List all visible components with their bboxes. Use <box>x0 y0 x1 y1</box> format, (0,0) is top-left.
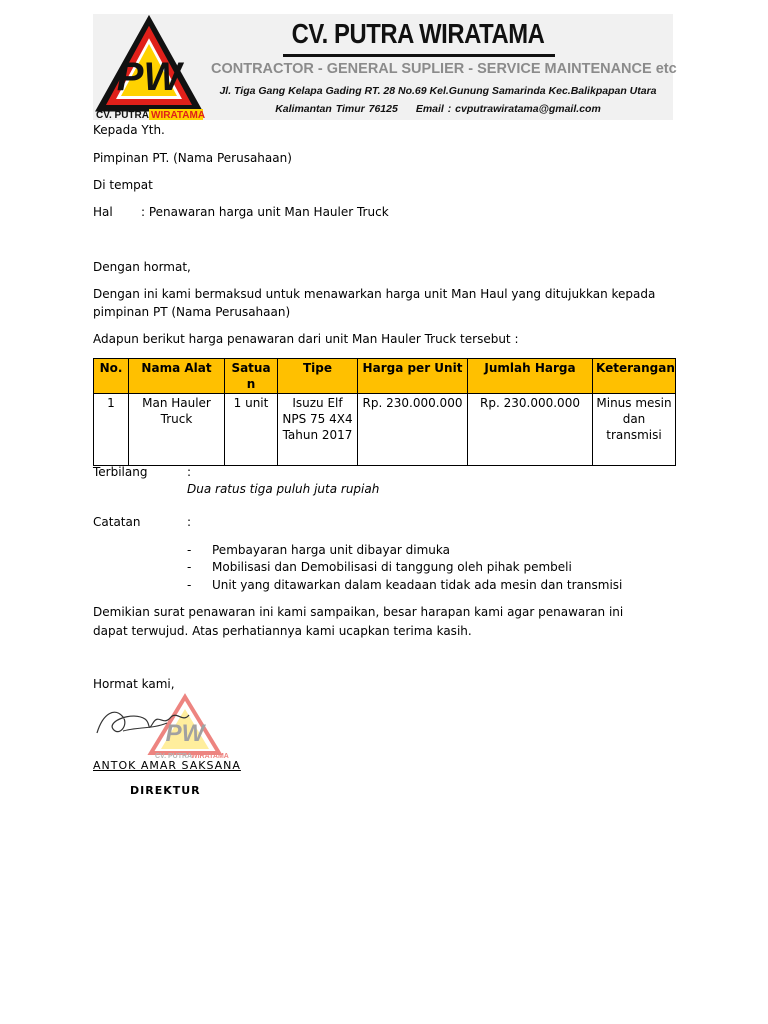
cell-no: 1 <box>94 394 129 466</box>
svg-text:PW: PW <box>116 55 182 99</box>
terbilang-label: Terbilang <box>93 465 148 479</box>
header-no: No. <box>94 359 129 394</box>
bullet-dash: - <box>187 560 192 574</box>
header-satuan: Satuan <box>225 359 278 394</box>
recipient-place: Di tempat <box>93 178 153 192</box>
terbilang-colon: : <box>187 465 192 479</box>
cell-harga-per-unit: Rp. 230.000.000 <box>358 394 468 466</box>
company-tagline: CONTRACTOR - GENERAL SUPLIER - SERVICE MAINTENANCE etc <box>211 61 677 77</box>
bullet-dash: - <box>187 543 192 557</box>
logo-text-part2: WIRATAMA <box>151 110 206 121</box>
svg-text:CV. PUTRA: CV. PUTRA <box>155 753 193 760</box>
list-item: Mobilisasi dan Demobilisasi di tanggung oleh pihak pembeli <box>212 560 572 574</box>
salutation: Dengan hormat, <box>93 260 191 274</box>
cell-tipe: Isuzu Elf NPS 75 4X4 Tahun 2017 <box>278 394 358 466</box>
company-email: Email : cvputrawiratama@gmail.com <box>415 103 601 115</box>
recipient-greeting: Kepada Yth. <box>93 123 165 137</box>
catatan-colon: : <box>187 515 192 529</box>
quotation-table <box>93 358 676 466</box>
signatory-name: ANTOK AMAR SAKSANA <box>93 759 241 772</box>
cell-jumlah-harga: Rp. 230.000.000 <box>468 394 593 466</box>
company-name: CV. PUTRA WIRATAMA <box>291 18 545 49</box>
subject-text: : Penawaran harga unit Man Hauler Truck <box>141 205 389 219</box>
intro-line-1: Dengan ini kami bermaksud untuk menawarkan harga unit Man Haul yang ditujukkan kepada <box>93 287 656 301</box>
letterhead <box>93 14 677 121</box>
company-city: Kalimantan Timur 76125 <box>275 103 398 115</box>
company-logo <box>93 14 205 120</box>
header-harga-per-unit: Harga per Unit <box>358 359 468 394</box>
cell-satuan: 1 unit <box>225 394 278 466</box>
logo-text-part1: CV. PUTRA <box>96 110 149 121</box>
table-header-row <box>94 359 676 394</box>
company-address-line2 <box>205 103 671 115</box>
bullet-dash: - <box>187 578 192 592</box>
list-item: Pembayaran harga unit dibayar dimuka <box>212 543 451 557</box>
terbilang-value: Dua ratus tiga puluh juta rupiah <box>187 482 380 496</box>
subject-label: Hal <box>93 205 113 219</box>
intro-line-2: pimpinan PT (Nama Perusahaan) <box>93 305 291 319</box>
sign-off: Hormat kami, <box>93 677 175 691</box>
list-item: Unit yang ditawarkan dalam keadaan tidak ada mesin dan transmisi <box>212 578 623 592</box>
company-address: Jl. Tiga Gang Kelapa Gading RT. 28 No.69 Kel.Gunung Samarinda Kec.Balikpapan Utara <box>219 85 657 97</box>
cell-nama-alat: Man Hauler Truck <box>129 394 225 466</box>
header-tipe: Tipe <box>278 359 358 394</box>
catatan-label: Catatan <box>93 515 141 529</box>
signature-stamp-image <box>93 693 229 760</box>
table-row <box>94 394 676 466</box>
svg-text:PW: PW <box>165 720 205 747</box>
header-jumlah-harga: Jumlah Harga <box>468 359 593 394</box>
closing-paragraph: Demikian surat penawaran ini kami sampaikan, besar harapan kami agar penawaran ini dapat terwujud. Atas perhatiannya kami ucapkan terima kasih. <box>93 605 624 638</box>
header-keterangan: Keterangan <box>593 359 676 394</box>
company-name-underline <box>283 54 555 57</box>
cell-keterangan: Minus mesin dan transmisi <box>593 394 676 466</box>
signatory-title: DIREKTUR <box>130 784 201 797</box>
svg-text:WIRATAMA: WIRATAMA <box>191 753 229 760</box>
table-intro: Adapun berikut harga penawaran dari unit Man Hauler Truck tersebut : <box>93 332 519 346</box>
header-nama-alat: Nama Alat <box>129 359 225 394</box>
recipient-name: Pimpinan PT. (Nama Perusahaan) <box>93 151 292 165</box>
